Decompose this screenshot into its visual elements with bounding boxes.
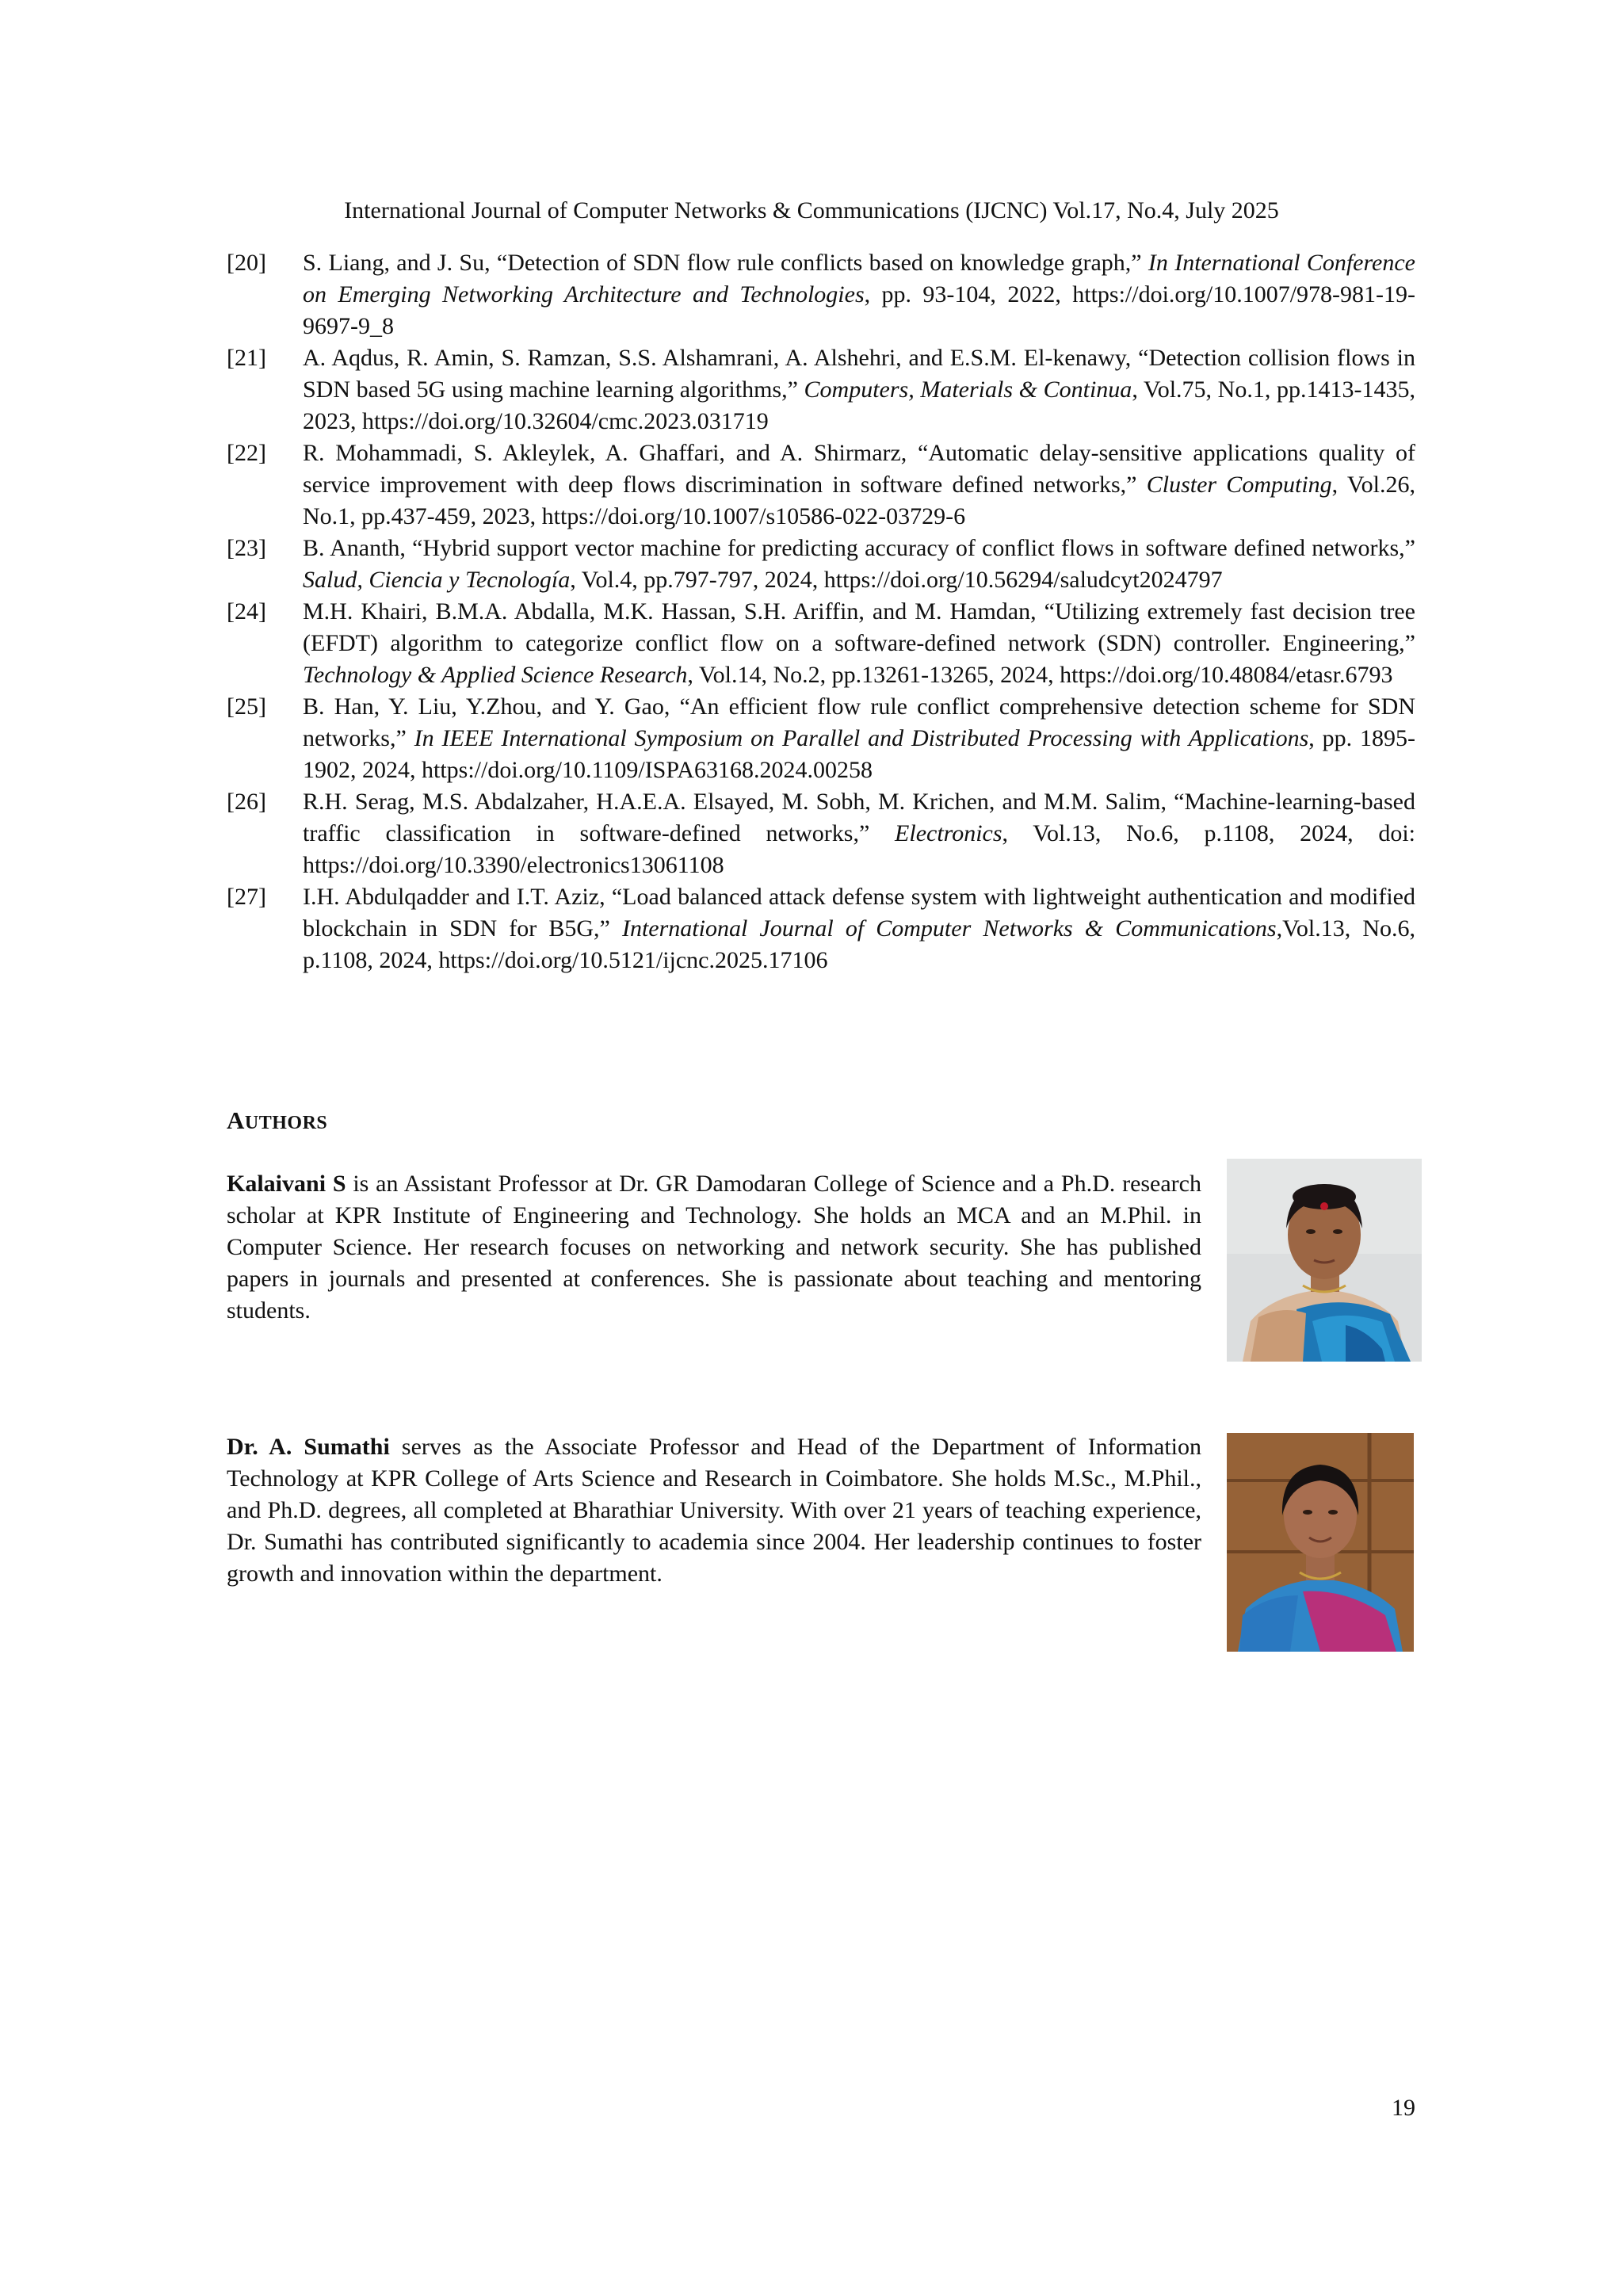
reference-item [227,786,1415,881]
reference-part: , Vol.14, No.2, pp.13261-13265, 2024, https://doi.org/10.48084/etasr.6793 [687,662,1393,688]
reference-text [303,596,1415,691]
running-header: International Journal of Computer Networks & Communications (IJCNC) Vol.17, No.4, July 2025 [344,197,1279,223]
reference-text [303,437,1415,533]
reference-number: [26] [227,789,266,815]
reference-number: [23] [227,535,266,561]
reference-number: [21] [227,345,266,371]
reference-venue: Salud, Ciencia y Tecnología [303,567,571,593]
reference-part: , Vol.4, pp.797-797, 2024, https://doi.org/10.56294/saludcyt2024797 [570,567,1223,593]
reference-text [303,342,1415,437]
author-name: Kalaivani S [227,1171,346,1197]
reference-part: I.H. Abdulqadder and I.T. Aziz, “Load balanced attack defense system with lightweight authentication and modified blockchain in SDN for B5G,” [303,884,1415,942]
reference-item [227,596,1415,691]
reference-part: R.H. Serag, M.S. Abdalzaher, H.A.E.A. Elsayed, M. Sobh, M. Krichen, and M.M. Salim, “Machine-learning-based traffic classification in software-defined networks,” [303,789,1415,846]
reference-part: , Vol.75, No.1, pp.1413-1435, 2023, https://doi.org/10.32604/cmc.2023.031719 [303,376,1415,434]
reference-part: A. Aqdus, R. Amin, S. Ramzan, S.S. Alshamrani, A. Alshehri, and E.S.M. El-kenawy, “Detection collision flows in SDN based 5G using machine learning algorithms,” [303,345,1415,403]
reference-venue: Cluster Computing [1146,472,1332,498]
reference-part: R. Mohammadi, S. Akleylek, A. Ghaffari, and A. Shirmarz, “Automatic delay-sensitive applications quality of service improvement with deep flows discrimination in software defined networks,” [303,440,1415,498]
author-photo-kalaivani [1227,1159,1422,1362]
page-number: 19 [1392,2095,1415,2121]
reference-part: M.H. Khairi, B.M.A. Abdalla, M.K. Hassan, S.H. Ariffin, and M. Hamdan, “Utilizing extremely fast decision tree (EFDT) algorithm to categorize conflict flow on a software-defined network (SDN) controller. Engineering,” [303,598,1415,656]
reference-item [227,437,1415,533]
reference-part: , Vol.26, No.1, pp.437-459, 2023, https://doi.org/10.1007/s10586-022-03729-6 [303,472,1416,529]
reference-venue: Electronics [895,820,1002,846]
reference-venue: In International Conference on Emerging Networking Architecture and Technologies [303,250,1416,308]
reference-item [227,533,1415,596]
author-name: Dr. A. Sumathi [227,1434,390,1460]
reference-number: [24] [227,598,266,625]
reference-text [303,691,1415,786]
authors-heading-initial: A [227,1106,245,1134]
reference-part: B. Han, Y. Liu, Y.Zhou, and Y. Gao, “An efficient flow rule conflict comprehensive detection scheme for SDN networks,” [303,693,1415,751]
reference-number: [20] [227,250,266,276]
reference-list [227,247,1415,976]
reference-number: [22] [227,440,266,466]
reference-item [227,247,1415,342]
author-bio-sumathi [227,1431,1201,1590]
reference-part: , pp. 93-104, 2022, https://doi.org/10.1007/978-981-19-9697-9_8 [303,281,1416,339]
reference-part: , pp. 1895-1902, 2024, https://doi.org/10.1109/ISPA63168.2024.00258 [303,725,1416,783]
authors-heading-rest: UTHORS [244,1113,328,1133]
reference-text [303,786,1415,881]
reference-text [303,247,1415,342]
reference-venue: International Journal of Computer Networks & Communications [621,915,1277,942]
author-bio-kalaivani [227,1168,1201,1327]
reference-text [303,533,1415,596]
author-photo-sumathi [1227,1433,1414,1652]
reference-venue: In IEEE International Symposium on Parallel and Distributed Processing with Applications [414,725,1309,751]
reference-item [227,691,1415,786]
reference-part: , Vol.13, No.6, p.1108, 2024, doi: https://doi.org/10.3390/electronics13061108 [303,820,1416,878]
reference-part: S. Liang, and J. Su, “Detection of SDN flow rule conflicts based on knowledge graph,” [303,250,1148,276]
reference-venue: Technology & Applied Science Research [303,662,688,688]
reference-venue: Computers, Materials & Continua [804,376,1132,403]
reference-number: [27] [227,884,266,910]
author-bio-text: is an Assistant Professor at Dr. GR Damodaran College of Science and a Ph.D. research scholar at KPR Institute of Engineering and Technology. She holds an MCA and an M.Phil. in Computer Science. Her research focuses on networking and network security. She has published papers in journals and presented at conferences. She is passionate about teaching and mentoring students. [227,1171,1201,1324]
author-bio-text: serves as the Associate Professor and Head of the Department of Information Technology at KPR College of Arts Science and Research in Coimbatore. She holds M.Sc., M.Phil., and Ph.D. degrees, all completed at Bharathiar University. With over 21 years of teaching experience, Dr. Sumathi has contributed significantly to academia since 2004. Her leadership continues to foster growth and innovation within the department. [227,1434,1202,1587]
reference-text [303,881,1415,976]
reference-part: B. Ananth, “Hybrid support vector machine for predicting accuracy of conflict flows in software defined networks,” [303,535,1415,561]
authors-heading [227,1105,327,1139]
reference-part: ,Vol.13, No.6, p.1108, 2024, https://doi.org/10.5121/ijcnc.2025.17106 [303,915,1415,973]
reference-item [227,342,1415,437]
reference-item [227,881,1415,976]
reference-number: [25] [227,693,266,720]
